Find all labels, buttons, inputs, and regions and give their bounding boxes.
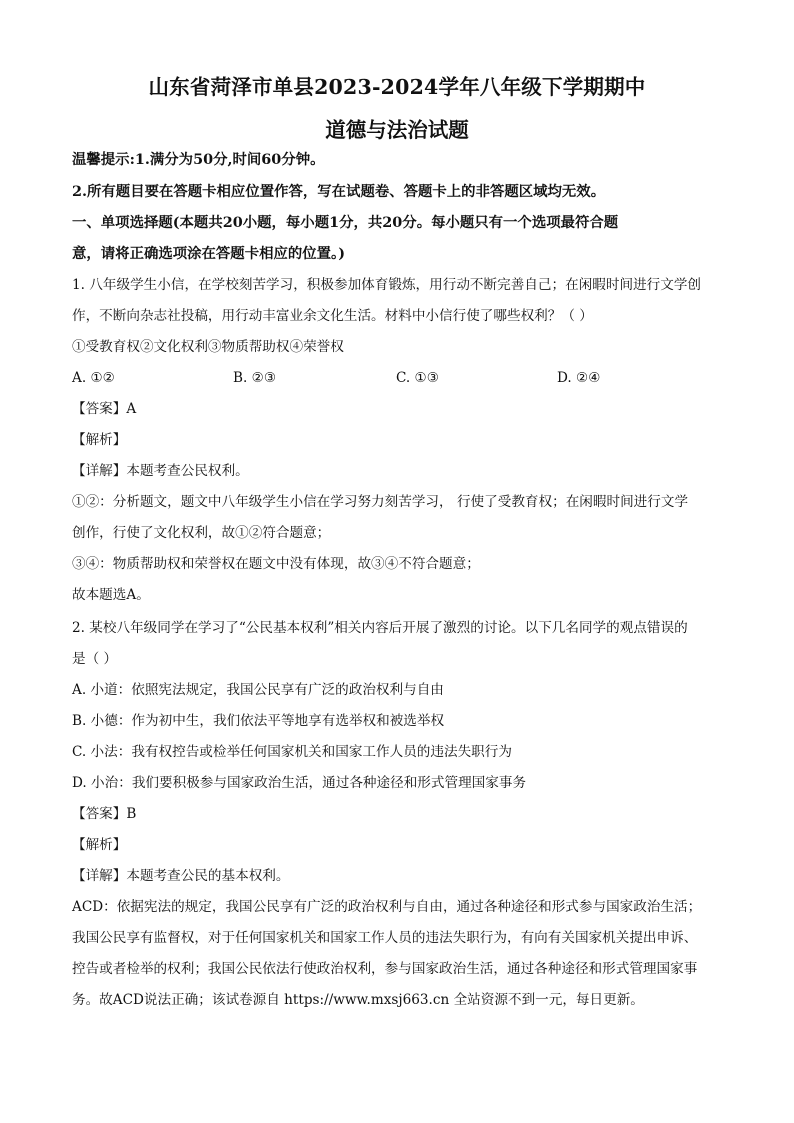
q1-conclusion: 故本题选A。 — [72, 587, 150, 603]
q2-explanation-line-4: 务。故ACD说法正确；该试卷源自 https://www.mxsj663.cn 全站资源不到一元，每日更新。 — [72, 992, 644, 1008]
section-heading-line-2: 意，请将正确选项涂在答题卡相应的位置。) — [72, 245, 346, 262]
q2-explanation-line-1: ACD：依据宪法的规定，我国公民享有广泛的政治权利与自由，通过各种途径和形式参与国家政治生活； — [72, 899, 702, 915]
q1-explanation-line-1: ①②：分析题文，题文中八年级学生小信在学习努力刻苦学习， 行使了受教育权；在闲暇时间进行文学 — [72, 494, 689, 510]
q2-answer: 【答案】B — [72, 806, 137, 822]
q2-detail: 【详解】本题考查公民的基本权利。 — [72, 868, 290, 884]
q1-detail: 【详解】本题考查公民权利。 — [72, 463, 249, 479]
q1-option-b: B. ②③ — [233, 370, 277, 386]
q1-option-a: A. ①② — [72, 370, 115, 386]
q1-option-c: C. ①③ — [396, 370, 439, 386]
q1-stem-line-2: 作，不断向杂志社投稿，用行动丰富业余文化生活。材料中小信行使了哪些权利？（ ） — [72, 308, 593, 324]
q1-items: ①受教育权②文化权利③物质帮助权④荣誉权 — [72, 339, 344, 355]
exam-title: 山东省菏泽市单县2023-2024学年八年级下学期期中 — [148, 75, 646, 99]
q1-option-d: D. ②④ — [557, 370, 601, 386]
q2-stem-line-2: 是（ ） — [72, 651, 118, 667]
q2-option-b: B. 小德：作为初中生，我们依法平等地享有选举权和被选举权 — [72, 713, 445, 729]
q2-explanation-line-3: 控告或者检举的权利；我国公民依法行使政治权利，参与国家政治生活，通过各种途径和形式管理国家事 — [72, 961, 698, 977]
q2-option-c: C. 小法：我有权控告或检举任何国家机关和国家工作人员的违法失职行为 — [72, 744, 512, 760]
q1-explanation-line-3: ③④：物质帮助权和荣誉权在题文中没有体现，故③④不符合题意； — [72, 556, 480, 572]
q2-option-a: A. 小道：依照宪法规定，我国公民享有广泛的政治权利与自由 — [72, 682, 444, 698]
exam-subject-title: 道德与法治试题 — [325, 118, 469, 142]
q2-explanation-line-2: 我国公民享有监督权，对于任何国家机关和国家工作人员的违法失职行为，有向有关国家机关提出申诉、 — [72, 930, 698, 946]
q1-explanation-line-2: 创作，行使了文化权利，故①②符合题意； — [72, 525, 331, 541]
q2-option-d: D. 小治：我们要积极参与国家政治生活，通过各种途径和形式管理国家事务 — [72, 775, 527, 791]
q1-answer: 【答案】A — [72, 401, 137, 417]
section-heading-line-1: 一、单项选择题(本题共20小题，每小题1分，共20分。每小题只有一个选项最符合题 — [72, 214, 619, 231]
notice-line-2: 2.所有题目要在答题卡相应位置作答，写在试题卷、答题卡上的非答题区域均无效。 — [72, 183, 606, 200]
q1-analysis-label: 【解析】 — [72, 432, 127, 448]
notice-line-1: 温馨提示:1.满分为50分,时间60分钟。 — [72, 151, 325, 168]
q2-stem-line-1: 2. 某校八年级同学在学习了“公民基本权利”相关内容后开展了激烈的讨论。以下几名同学的观点错误的 — [72, 620, 688, 636]
q1-stem-line-1: 1. 八年级学生小信，在学校刻苦学习，积极参加体育锻炼，用行动不断完善自己；在闲暇时间进行文学创 — [72, 277, 702, 293]
q2-analysis-label: 【解析】 — [72, 837, 127, 853]
